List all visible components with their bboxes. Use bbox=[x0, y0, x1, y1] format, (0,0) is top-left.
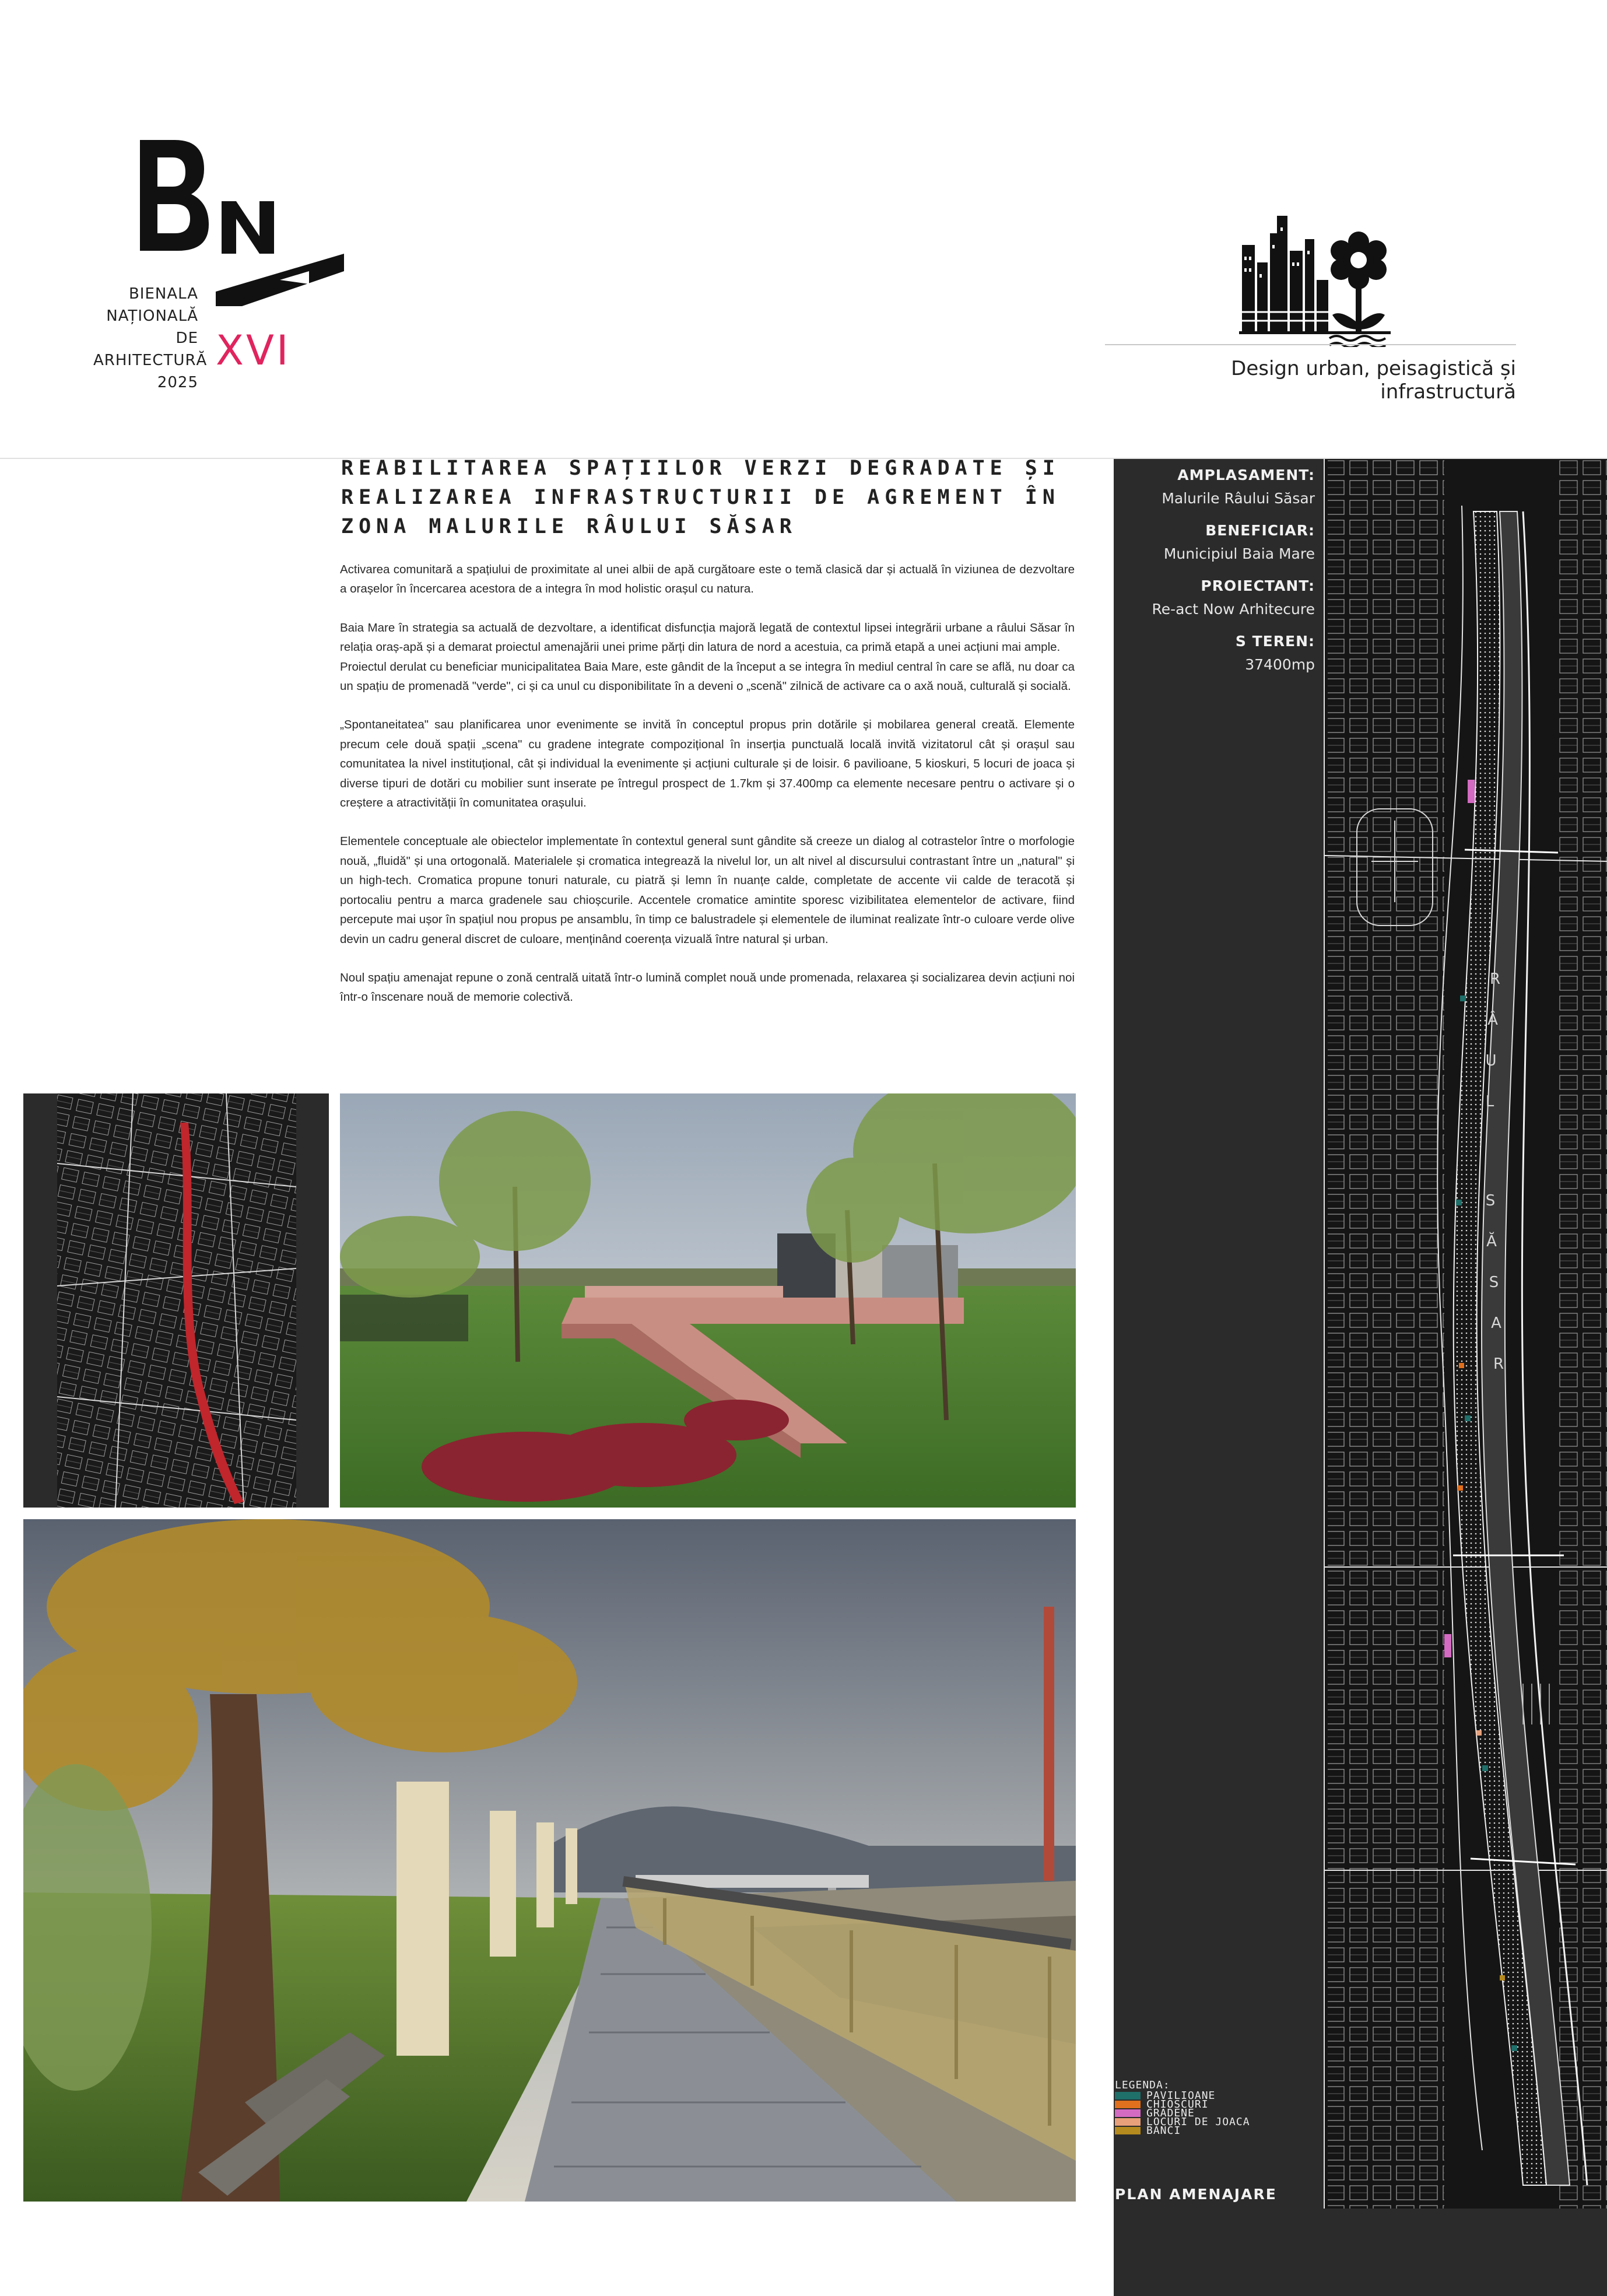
river-letter: Ă bbox=[1486, 1233, 1497, 1250]
logo-letter-b bbox=[140, 140, 209, 251]
paragraph: Elementele conceptuale ale obiectelor implementate în contextul general sunt gândite să creeze un dialog al cotrastelor între o morfologie nouă, „fluidă" și una ortogonală. Materialele și cromatica integrează la nivelul lor, un alt nivel al discursului contrastant între un „natural" și un high-tech. Cromatica propune tonuri naturale, cu piatră și lemn în nuanțe calde, completate de accente vii calde de teracotă și portocaliu pentru a marca gradenele sau chioșcurile. Accentele cromatice amintite sporesc vizibilitatea elementelor de activare, fiind percepute mai ușor în spațiul nou propus pe ansamblu, în timp ce balustradele și elementele de iluminat realizate într-o culoare verde olive devin un cadru general discret de culoare, menținând coerența vizuală între natural și urban. bbox=[340, 835, 1075, 946]
legend-title: LEGENDA: bbox=[1115, 2079, 1170, 2091]
amphitheatre-illustration bbox=[340, 1093, 1076, 1508]
promenade-illustration bbox=[23, 1519, 1076, 2202]
legend-swatch bbox=[1115, 2109, 1141, 2117]
legend-item: BANCI bbox=[1115, 2126, 1313, 2135]
site-plan bbox=[1324, 459, 1607, 2209]
client-value: Municipiul Baia Mare bbox=[1163, 545, 1315, 562]
designer-label: PROIECTANT: bbox=[1201, 577, 1315, 594]
category-label: Design urban, peisagistică și infrastructură bbox=[1231, 357, 1516, 404]
river-letter: S bbox=[1485, 1192, 1496, 1210]
site-plan-drawing bbox=[1325, 459, 1607, 2209]
river-letter: R bbox=[1493, 1355, 1504, 1373]
paragraph: Activarea comunitară a spațiului de proximitate al unei albii de apă curgătoare este o temă clasică dar și actuală în viziunea de dezvoltare a orașelor în încercarea acestora de a integra în mod holistic orașul cu natura. bbox=[340, 563, 1075, 596]
area-label: S TEREN: bbox=[1235, 633, 1315, 650]
legend-swatch bbox=[1115, 2092, 1141, 2099]
legend-swatch bbox=[1115, 2101, 1141, 2108]
legend-item: CHIOSCURI bbox=[1115, 2100, 1313, 2109]
site-value: Malurile Râului Săsar bbox=[1162, 490, 1315, 507]
city-flower-icon bbox=[1236, 216, 1394, 347]
river-letter: S bbox=[1489, 1274, 1499, 1291]
legend-item: LOCURI DE JOACA bbox=[1115, 2118, 1313, 2126]
paragraph: Noul spațiu amenajat repune o zonă centrală uitată într-o lumină complet nouă unde promenada, relaxarea și socializarea devin acțiuni noi într-o înscenare nouă de memorie colectivă. bbox=[340, 970, 1075, 1004]
river-letter: Â bbox=[1487, 1011, 1498, 1029]
river-letter: R bbox=[1489, 970, 1501, 988]
designer-value: Re-act Now Arhitecure bbox=[1152, 601, 1315, 618]
logo-subtitle: BIENALA NAȚIONALĂ DE ARHITECTURĂ 2025 bbox=[93, 285, 208, 391]
photo-amphitheatre bbox=[340, 1093, 1076, 1508]
project-description bbox=[340, 560, 1075, 1026]
river-letter: U bbox=[1485, 1052, 1497, 1070]
legend-item: GRADENE bbox=[1115, 2109, 1313, 2118]
paragraph: „Spontaneitatea" sau planificarea unor evenimente se invită în conceptul propus prin dotările și mobilarea general creată. Elemente precum cele două spații „scena" cu gradene integrate compozițional în inserția punctuală locală invită vizitatorul cât și orașul sau comunitatea la nivel instituțional, cât și individual la evenimente și acțiuni culturale și de loisir. 6 pavilioane, 5 kioskuri, 5 locuri de joaca și diverse tipuri de dotări cu mobilier sunt inserate pe întregul prospect de 1.7km și 37.400mp ca elemente necesare pentru o activare și o creștere a atractivității în comunitatea orașului. bbox=[340, 718, 1075, 810]
legend-swatch bbox=[1115, 2118, 1141, 2126]
legend-swatch bbox=[1115, 2127, 1141, 2134]
legend-item: PAVILIOANE bbox=[1115, 2091, 1313, 2100]
plan-legend bbox=[1115, 2081, 1313, 2135]
area-value: 37400mp bbox=[1245, 656, 1315, 673]
category-divider bbox=[1105, 344, 1516, 345]
site-label: AMPLASAMENT: bbox=[1177, 467, 1315, 483]
logo-letter-n bbox=[222, 201, 274, 254]
paragraph: Baia Mare în strategia sa actuală de dezvoltare, a identificat disfuncția majoră legată de contextul lipsei integrării urbane a râului Săsar în relația oraș-apă și a demarat proiectul amenajării unei prime părți din latura de nord a acestuia, ca primă etapă a unei acțiuni mai ample. bbox=[340, 621, 1075, 654]
river-letter: L bbox=[1485, 1093, 1494, 1110]
photo-promenade bbox=[23, 1519, 1076, 2202]
client-label: BENEFICIAR: bbox=[1205, 522, 1315, 539]
edition-label: XVI bbox=[216, 327, 291, 374]
river-letter: A bbox=[1491, 1314, 1501, 1332]
location-map-panel bbox=[23, 1093, 329, 1508]
project-title: REABILITAREA SPAȚIILOR VERZI DEGRADATE ȘI REALIZAREA INFRASTRUCTURII DE AGREMENT ÎN ZONA MALURILE RÂULUI SĂSAR bbox=[341, 457, 1060, 538]
paragraph: Proiectul derulat cu beneficiar municipalitatea Baia Mare, este gândit de la început a se integra în mediul central în care se află, nu doar ca un spațiu de promenadă "verde", ci și ca unul cu disponibilitate în a deveni o „scenă" zilnică de activare ca o axă nouă, culturală și socială. bbox=[340, 660, 1075, 693]
location-map bbox=[57, 1093, 296, 1508]
plan-title: PLAN AMENAJARE bbox=[1115, 2186, 1277, 2203]
